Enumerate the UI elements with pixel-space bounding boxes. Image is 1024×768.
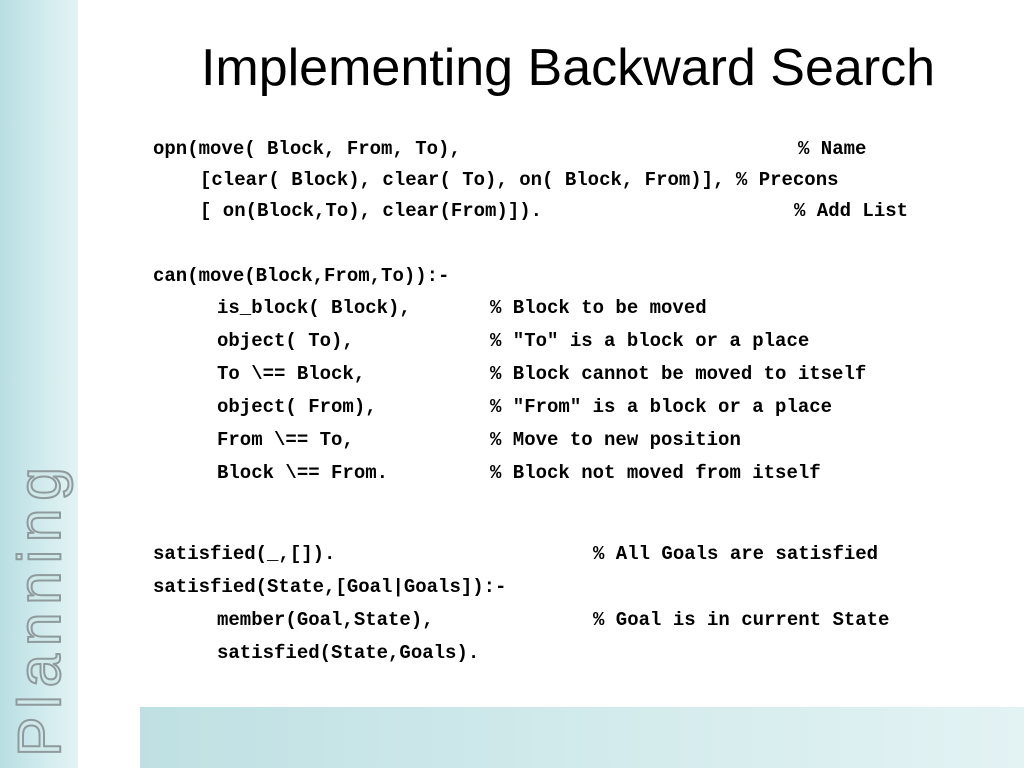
satisfied-comment-3: % Goal is in current State: [593, 609, 890, 631]
can-line-comment: % Move to new position: [490, 429, 741, 451]
can-line-comment: % Block to be moved: [490, 297, 707, 319]
can-line-code: object( From),: [217, 396, 377, 418]
opn-comment-1: % Name: [798, 138, 867, 160]
can-line-comment: % Block not moved from itself: [490, 462, 821, 484]
satisfied-line-4: satisfied(State,Goals).: [217, 642, 480, 664]
bottom-decorative-band: [140, 707, 1024, 768]
opn-line-2: [clear( Block), clear( To), on( Block, From)], % Precons: [200, 169, 839, 191]
can-line-code: From \== To,: [217, 429, 354, 451]
opn-comment-3: % Add List: [794, 200, 909, 222]
can-head: can(move(Block,From,To)):-: [153, 265, 450, 287]
opn-line-3: [ on(Block,To), clear(From)]).: [200, 200, 543, 222]
can-line-code: is_block( Block),: [217, 297, 411, 319]
satisfied-line-2: satisfied(State,[Goal|Goals]):-: [153, 576, 507, 598]
can-line-comment: % "To" is a block or a place: [490, 330, 810, 352]
can-line-code: Block \== From.: [217, 462, 389, 484]
satisfied-comment-1: % All Goals are satisfied: [593, 543, 879, 565]
side-label: Planning: [6, 459, 73, 757]
satisfied-line-3: member(Goal,State),: [217, 609, 434, 631]
can-line-code: To \== Block,: [217, 363, 366, 385]
slide-title: Implementing Backward Search: [200, 39, 936, 97]
can-line-comment: % Block cannot be moved to itself: [490, 363, 867, 385]
satisfied-line-1: satisfied(_,[]).: [153, 543, 336, 565]
can-line-comment: % "From" is a block or a place: [490, 396, 833, 418]
opn-line-1: opn(move( Block, From, To),: [153, 138, 461, 160]
can-line-code: object( To),: [217, 330, 354, 352]
